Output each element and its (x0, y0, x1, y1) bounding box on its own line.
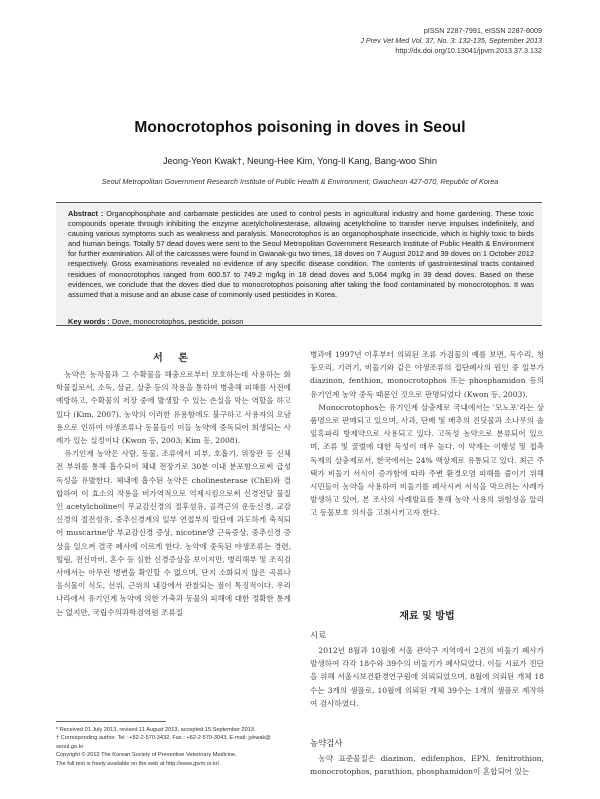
article-title: Monocrotophos poisoning in doves in Seoul (134, 119, 466, 136)
issn: pISSN 2287-7991, eISSN 2287-8009 (423, 26, 542, 35)
intro-heading: 서 론 (153, 353, 194, 364)
authors: Jeong-Yeon Kwak†, Neung-Hee Kim, Yong-Il Kang, Bang-woo Shin (163, 156, 437, 166)
right-column (310, 348, 544, 520)
subheading-samples: 시료 (310, 630, 327, 640)
affiliation: Seoul Metropolitan Government Research Institute of Public Health & Environment, Gwacheon 427-070, Republic of Korea (101, 177, 499, 186)
intro-column (56, 368, 291, 619)
journal-info (360, 26, 542, 56)
keywords (68, 317, 534, 326)
pesticide-paragraph: 농약 표준물질은 diazinon, edifenphos, EPN, fenitrothion, monocrotophos, parathion, phosphamidon이 혼합되어 있는 (310, 754, 544, 777)
abstract-text: Organophosphate and carbamate pesticides are used to control pests in agricultural industry and home gardening. These toxic compounds operate through inhibiting the enzyme acetylcholinesterase, allowing acetylcholine to transfer nerve impulses indefinitely, and causing various symptoms such as weakness and paralysis. Monocrotophos is an organophosphate insecticide, which is highly toxic to birds and human beings. Totally 57 dead doves were sent to the Seoul Metropolitan Government Research Institute of Public Health & Environment for further examination. All of the carcasses were found in Gwanak-gu two times, 18 doves on 7 August 2012 and 39 doves on 1 October 2012 respectively. Gross examinations revealed no evidence of any specific disease condition. The contents of gastrointestinal tracts contained residues of monocrotophos ranged from 600.57 to 749.2 mg/kg in 18 dead doves and 5,064 mg/kg in 39 dead doves. Based on these evidences, we conclude that the doves died due to monocrotophos poisoning after taking the food contaminated by monocrotophos. It was assumed that a misuse and an abuse case of commonly used pesticides in Korea. (68, 209, 534, 299)
footnote-email: seoul.go.kr (56, 743, 84, 750)
footnote-fulltext: The full text is freely available on the web at http://www.jpvm.or.kr/. (56, 760, 221, 767)
doi-link[interactable]: http://dx.doi.org/10.13041/jpvm.2013.37.3.132 (395, 46, 542, 55)
samples-section (310, 644, 544, 710)
samples-paragraph: 2012년 8월과 10월에 서울 관악구 지역에서 2건의 비둘기 폐사가 발생하여 각각 18수와 39수의 비둘기가 폐사되었다. 이들 시료가 진단을 위해 서울시보건환경연구원에 의뢰되었으며, 8월에 의뢰된 개체 18수는 3개의 샘플로, 10월에 의뢰된 개체 39수는 1개의 샘플로 제작하여 검사하였다. (310, 646, 544, 708)
abstract (68, 209, 534, 300)
right-paragraph-2: Monocrotophos는 유기인계 살충제로 국내에서는 '모노포'라는 상품명으로 판매되고 있으며, 사과, 단배 및 배추의 진딧물과 소나무의 솔잎혹파리 방제약으로 사용되고 있다. 고독성 농약으로 분류되어 있으며, 조류 및 꿀벌에 대한 독성이 매우 높다. 이 약제는 이행성 및 접촉 독제의 살충제로서, 한국에서는 24% 액상제로 유통되고 있다. 최근 주택가 비둘기 서식이 증가함에 따라 주변 환경오염 피해를 줄이기 위해 시민들이 농약을 사용하여 비둘기를 폐사시켜 서식을 막으려는 사례가 발생하고 있어, 본 조사의 사례발표를 통해 농약 사용의 위험성을 알리고 동물보호 의식을 고취시키고자 한다. (310, 402, 544, 518)
intro-paragraph-1: 농약은 농작물과 그 수확물을 해충으로부터 보호하는데 사용하는 화학물질로서, 소독, 살균, 살충 등의 작용을 통하여 병충해 피해를 사전에 예방하고, 수확물의 저장 중에 발생할 수 있는 손실을 막는 역할을 하고 있다 (Kim, 2007). 농약의 이러한 유용함에도 불구하고 사용자의 오남용으로 인하여 야생조류나 동물들이 이들 농약에 중독되어 희생되는 사례가 있는 실정이다 (Kwon 등, 2003; Kim 등, 2008). (56, 370, 291, 446)
pesticide-section (310, 752, 544, 778)
intro-paragraph-2: 유기인계 농약은 사람, 동물, 조류에서 피부, 호흡기, 위장관 등 신체 전 부위를 통해 흡수되어 체내 전장기로 30분 이내 분포함으로써 급성 독성을 유발한다. 체내에 흡수된 농약은 cholinesterase (ChE)와 결합하여 이 효소의 작용을 비가역적으로 억제시킴으로써 신경전달 물질인 acetylcholine이 무교감신경의 절후섬유, 골격근의 운동신경, 교감신경의 절전섬유, 중추신경계의 일부 연접부의 말단에 과도하게 축적되어 muscarine양 부교감신경 증상, nicotine양 근육증상, 중추신경 증상을 일으켜 결국 폐사에 이르게 한다. 농약에 중독된 야생조류는 경련, 떨림, 전신마비, 혼수 등 심한 신경증상을 보이지만, 병리해부 및 조직검사에서는 아무런 병변을 확인할 수 없으며, 단지 소화되지 않은 곡류나 음식물이 식도, 선위, 근위의 내강에서 관찰되는 점이 특징적이다. 우리나라에서 유기인계 농약에 의한 가축과 동물의 피해에 대한 정확한 통계는 없지만, 국립수의과학검역원 조류질 (56, 449, 291, 617)
methods-heading: 재료 및 방법 (399, 611, 455, 622)
subheading-pesticide-test: 농약검사 (310, 738, 343, 748)
footnote-divider (56, 721, 166, 722)
keywords-text: Dove, monocrotophos, pesticide, poison (111, 317, 244, 326)
footnote-received: * Received 01 July 2013, revised 11 August 2013, accepted 15 September 2013. (56, 727, 256, 733)
footnote-corresponding: † Corresponding author. Tel : +82-2-570-3432, Fax.: +82-2-570-3043, E-mail: jykwak@ (56, 735, 271, 742)
abstract-label: Abstract : (68, 209, 104, 218)
right-paragraph-1: 병과에 1997년 이후부터 의뢰된 조류 가검물의 예를 보면, 독수리, 청둥오리, 기러기, 비둘기와 같은 야생조류의 집단폐사의 원인 중 일부가 diazinon, fenthion, monocrotophos 또는 phosphamidon 등의 유기인계 농약 중독 때문인 것으로 판명되었다 (Kwon 등, 2003). (310, 350, 544, 399)
keywords-label: Key words : (68, 317, 110, 326)
citation: J Prev Vet Med Vol. 37, No. 3: 132-135, September 2013 (360, 36, 542, 45)
footnotes (56, 726, 296, 768)
footnote-copyright: Copyright © 2012 The Korean Society of Preventive Veterinary Medicine. (56, 752, 237, 759)
